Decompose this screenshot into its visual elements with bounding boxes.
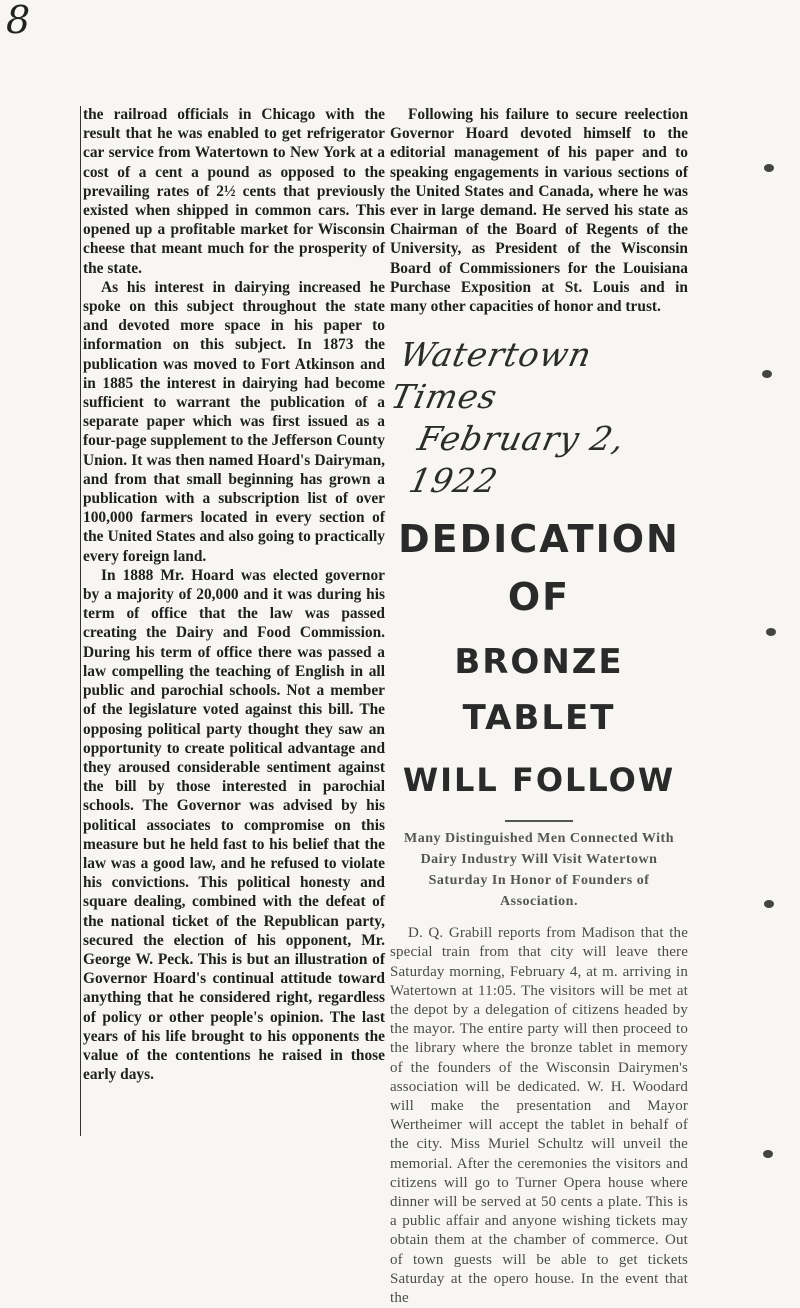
punch-hole-mark bbox=[762, 370, 772, 378]
handwritten-date-note: February 2, 1922 bbox=[405, 419, 629, 501]
page-number: 8 bbox=[6, 0, 31, 42]
column-rule bbox=[80, 106, 81, 1136]
article-text: D. Q. Grabill reports from Madison that the special train from that city will leave there Saturday morning, February 4, at m. arriving in Watertown at 11:05. The visitors will be met at the depot by a delegation of citizens headed by the mayor. The entire party will then proceed to the library where the bronze tablet in memory of the founders of the Wisconsin Dairymen's association will be dedicated. W. H. Woodard will make the presentation and Mayor Wertheimer will accept the tablet in behalf of the city. Miss Muriel Schultz will unveil the memorial. After the ceremonies the visitors and citizens will go to Turner Opera house where dinner will be served at 50 cents a plate. This is a public affair and anyone wishing tickets may obtain them at the chamber of commerce. Out of town guests will be able to get tickets Saturday at the opero house. In the event that the bbox=[390, 925, 688, 1307]
headline-line-2: BRONZE TABLET bbox=[454, 642, 624, 739]
right-paragraph: Following his failure to secure reelection Governor Hoard devoted himself to the editorial management of his paper and to speaking engagements in various sections of the United States and Canada, where he was ever in large demand. He served his state as Chairman of the Board of Regents of the University, as President of the Wisconsin Board of Commissioners for the Louisiana Purchase Exposition at St. Louis and in many other capacities of honor and trust. bbox=[390, 106, 688, 316]
left-paragraph-3: In 1888 Mr. Hoard was elected governor by a majority of 20,000 and it was during his term of office that the law was passed creating the Dairy and Food Commission. During his term of office there was passed a law compelling the teaching of English in all public and parochial schools. Not a member of the legislature voted against this bill. The opposing political party thought they saw an opportunity to create political advantage and they aroused considerable sentiment against the bill by those interested in parochial schools. The Governor was advised by his political associates to compromise on this measure but he held fast to his belief that the law was a good law, and he refused to violate his convictions. This political honesty and square dealing, combined with the defeat of the national ticket of the Republican party, secured the election of his opponent, Mr. George W. Peck. This is but an illustration of Governor Hoard's continual attitude toward anything that he considered right, regardless of policy or other people's opinion. The last years of his life brought to his opponents the value of the contentions he raised in those early days. bbox=[83, 566, 385, 1084]
left-column bbox=[83, 105, 385, 1084]
headline-line-1: DEDICATION OF bbox=[398, 517, 680, 620]
punch-hole-mark bbox=[763, 1150, 773, 1158]
handwritten-source-note: Watertown Times bbox=[387, 335, 596, 417]
headline-divider bbox=[505, 820, 573, 822]
left-paragraph-2: As his interest in dairying increased he spoke on this subject throughout the state and devoted more space in his paper to information on this subject. In 1873 the publication was moved to Fort Atkinson and in 1885 the interest in dairying had become sufficient to warrant the publication of a separate paper which was first issued as a four-page supplement to the Jefferson County Union. It was then named Hoard's Dairyman, and from that small beginning has grown a publication with a subscription list of over 100,000 farmers located in every section of the United States and also going to practically every foreign land. bbox=[83, 278, 385, 565]
subheadline: Many Distinguished Men Connected With Dairy Industry Will Visit Watertown Saturday In Honor of Founders of Association. bbox=[403, 831, 674, 910]
punch-hole-mark bbox=[764, 164, 774, 172]
headline-line-3: WILL FOLLOW bbox=[402, 761, 676, 800]
right-column bbox=[387, 105, 688, 1308]
punch-hole-mark bbox=[764, 900, 774, 908]
story-gap bbox=[390, 912, 688, 924]
left-paragraph-1: the railroad officials in Chicago with the result that he was enabled to get refrigerator car service from Watertown to New York at a cost of a cent a pound as opposed to the prevailing rates of 2½ cents that previously existed when shipped in common cars. This opened up a profitable market for Wisconsin cheese that meant much for the prosperity of the state. bbox=[83, 106, 385, 277]
punch-hole-mark bbox=[766, 628, 776, 636]
